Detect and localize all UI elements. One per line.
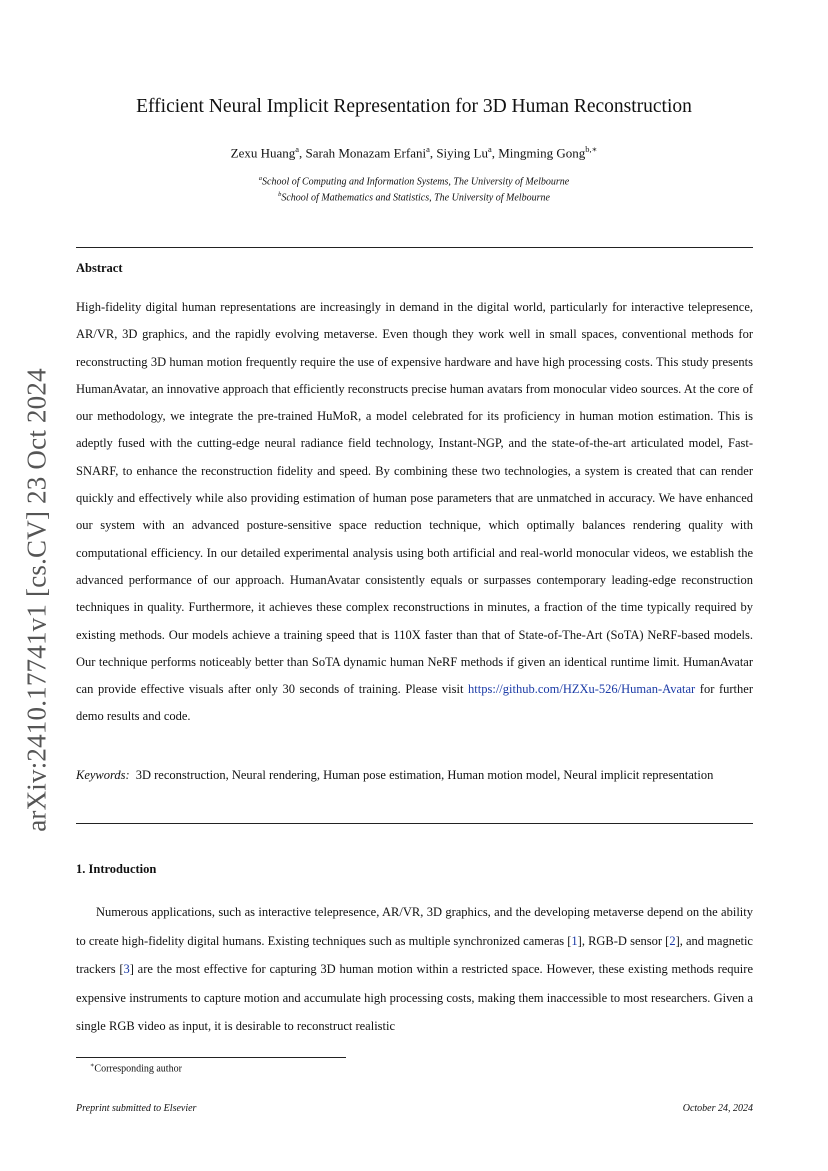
author-name: Mingming Gong: [498, 145, 586, 161]
author-name: Sarah Monazam Erfani: [305, 145, 427, 161]
abstract-text-after: for further demo results and code.: [76, 682, 753, 724]
affiliation-mark: a: [258, 175, 263, 182]
intro-text: ] are the most effective for capturing 3D human motion within a restricted space. However, these existing methods require expensive instruments to capture motion and accumulate high processing costs, making them inaccessible to most researchers. Given a single RGB video as input, it is desirable to reconstruct realistic: [76, 962, 753, 1034]
author-affil-mark: a: [426, 144, 430, 154]
keywords-label: Keywords:: [76, 768, 130, 782]
abstract-heading: Abstract: [76, 261, 123, 275]
footer-date: October 24, 2024: [682, 1103, 753, 1114]
author-name: Siying Lu: [436, 145, 488, 161]
intro-text: ], RGB-D sensor [: [577, 933, 670, 948]
section-heading-introduction: 1. Introduction: [76, 862, 157, 876]
author-list: Zexu Huang$^a$, Sarah Monazam Erfani$^a$, Siying Lu$^a$, Mingming Gong$^{b,∗}$: [230, 144, 598, 161]
author-affil-mark: a: [487, 144, 492, 154]
affiliations: [0, 172, 828, 205]
footer-preprint: Preprint submitted to Elsevier: [76, 1103, 197, 1114]
affiliation-text: School of Computing and Information Systems, The University of Melbourne: [262, 176, 570, 188]
author-affil-mark: b,∗: [585, 144, 598, 154]
repo-link[interactable]: https://github.com/HZXu-526/Human-Avatar: [468, 682, 696, 697]
bottom-divider: [76, 823, 753, 824]
arxiv-identifier: arXiv:2410.17741v1 [cs.CV] 23 Oct 2024: [21, 368, 52, 832]
footnote-mark: ∗: [90, 1062, 95, 1069]
top-divider: [76, 247, 753, 248]
affiliation: [0, 172, 828, 188]
affiliation-text: School of Mathematics and Statistics, The University of Melbourne: [281, 192, 550, 204]
abstract-text: High-fidelity digital human representations are increasingly in demand in the digital world, particularly for interactive telepresence, AR/VR, 3D graphics, and the rapidly evolving metaverse. Even though they work well in small spaces, conventional methods for reconstructing 3D human motion frequently require the use of expensive hardware and have high processing costs. This study presents HumanAvatar, an innovative approach that efficiently reconstructs precise human avatars from monocular video sources. At the core of our methodology, we integrate the pre-trained HuMoR, a model celebrated for its proficiency in human motion estimation. This is adeptly fused with the cutting-edge neural radiance field technology, Instant-NGP, and the state-of-the-art articulated model, Fast-SNARF, to enhance the reconstruction fidelity and speed. By combining these two technologies, a system is created that can render quickly and effectively while also providing estimation of human pose parameters that are unmatched in accuracy. We have enhanced our system with an advanced posture-sensitive space reduction technique, which optimally balances rendering quality with computational efficiency. In our detailed experimental analysis using both artificial and real-world monocular videos, we establish the advanced performance of our approach. HumanAvatar consistently equals or surpasses contemporary leading-edge reconstruction techniques in quality. Furthermore, it achieves these complex reconstructions in minutes, a fraction of the time typically required by existing methods. Our models achieve a training speed that is 110X faster than that of State-of-The-Art (SoTA) NeRF-based models. Our technique performs noticeably better than SoTA dynamic human NeRF methods if given an identical runtime limit. HumanAvatar can provide effective visuals after only 30 seconds of training. Please visit: [76, 300, 753, 697]
citation-link[interactable]: 3: [123, 962, 130, 977]
author-affil-mark: a: [295, 144, 300, 154]
footnote-text: Corresponding author: [94, 1063, 182, 1075]
affiliation-mark: b: [278, 191, 282, 199]
paper-title: Efficient Neural Implicit Representation for 3D Human Reconstruction: [136, 96, 692, 117]
author-name: Zexu Huang: [230, 145, 296, 161]
footnote: [90, 1061, 182, 1074]
abstract-body: [76, 294, 753, 731]
keywords: [76, 762, 753, 789]
intro-text: ], and magnetic trackers [: [76, 933, 753, 977]
introduction-paragraph: [76, 898, 753, 1041]
citation-link[interactable]: 1: [571, 933, 578, 948]
footnote-divider: [76, 1057, 346, 1058]
keywords-text: 3D reconstruction, Neural rendering, Human pose estimation, Human motion model, Neural implicit representation: [135, 768, 714, 782]
citation-link[interactable]: 2: [669, 933, 676, 948]
affiliation: [0, 188, 828, 204]
intro-text: Numerous applications, such as interactive telepresence, AR/VR, 3D graphics, and the developing metaverse depend on the ability to create high-fidelity digital humans. Existing techniques such as multiple synchronized cameras [: [76, 905, 753, 948]
